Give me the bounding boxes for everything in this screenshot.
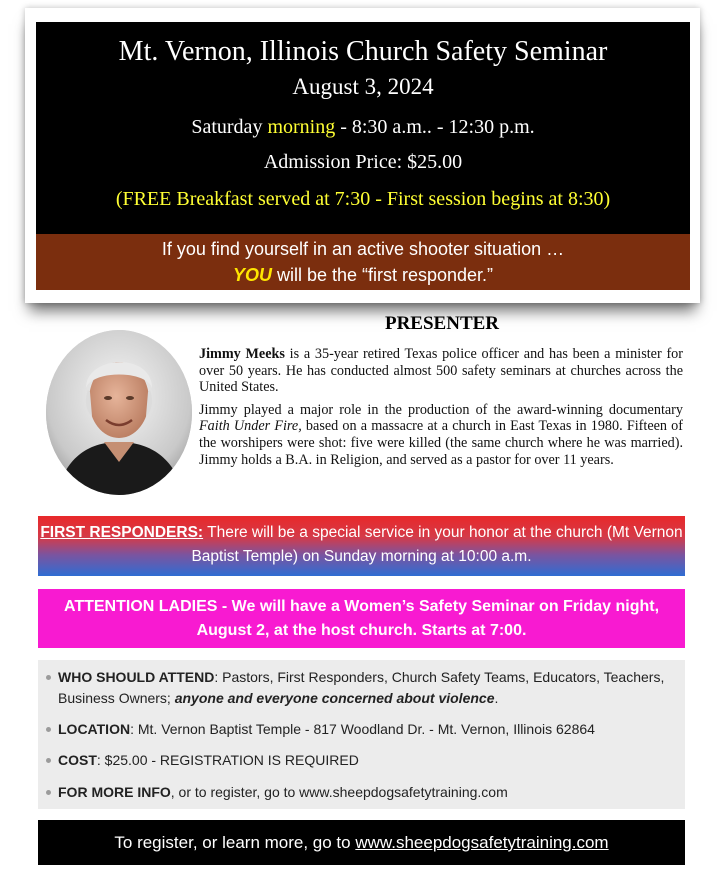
admission-price: Admission Price: $25.00 (263, 151, 463, 173)
info-list (38, 660, 685, 809)
cost-text: : $25.00 - REGISTRATION IS REQUIRED (96, 752, 359, 768)
time-highlight: morning (267, 116, 336, 138)
who-label: WHO SHOULD ATTEND (58, 669, 215, 685)
first-responders-label: FIRST RESPONDERS: (40, 524, 204, 541)
tagline-banner (36, 234, 690, 290)
bio2-before: Jimmy played a major role in the production of the award-winning documentary (199, 401, 683, 418)
bullet-icon (46, 727, 51, 732)
location-text: : Mt. Vernon Baptist Temple - 817 Woodland Dr. - Mt. Vernon, Illinois 62864 (130, 721, 595, 737)
info-more (58, 782, 678, 803)
seminar-date: August 3, 2024 (292, 74, 434, 99)
seminar-time (36, 116, 690, 139)
bullet-icon (46, 675, 51, 680)
who-end: . (494, 690, 499, 706)
documentary-title: Faith Under Fire, (199, 418, 302, 435)
ladies-banner: ATTENTION LADIES - We will have a Women’s Safety Seminar on Friday night, August 2, at the host church. Starts at 7:00. (38, 589, 685, 648)
bio-paragraph-1 (199, 346, 683, 396)
presenter-bio (199, 346, 683, 474)
who-emphasis: anyone and everyone concerned about violence (174, 690, 495, 706)
bio2-after: based on a massacre at a church in East Texas in 1980. Fifteen of the worshipers were shot: five were killed (the same church where he was married). Jimmy holds a B.A. in Religion, and served as a pastor for over 11 years. (199, 418, 684, 468)
footer-banner (38, 820, 685, 865)
time-prefix: Saturday (191, 116, 263, 138)
free-breakfast-note: (FREE Breakfast served at 7:30 - First session begins at 8:30) (115, 188, 611, 210)
presenter-heading: PRESENTER (384, 313, 500, 334)
info-location (58, 719, 678, 740)
footer-text: To register, or learn more, go to (114, 833, 356, 852)
tagline-line2 (36, 262, 690, 288)
tagline-you: YOU (232, 265, 272, 285)
header-banner (36, 22, 690, 234)
bio-paragraph-2 (199, 402, 683, 468)
tagline-rest: will be the “first responder.” (271, 265, 494, 285)
header-card (25, 8, 700, 303)
register-link[interactable]: www.sheepdogsafetytraining.com (355, 833, 609, 852)
time-suffix: - 8:30 a.m.. - 12:30 p.m. (340, 116, 535, 138)
bullet-icon (46, 758, 51, 763)
bio1-text: is a 35-year retired Texas police officer and has been a minister for over 50 years. He has conducted almost 500 safety seminars at churches across the United States. (199, 346, 683, 396)
more-text: , or to register, go to www.sheepdogsafetytraining.com (170, 784, 508, 800)
who-text: : Pastors, First Responders, Church Safety Teams, Educators, Teachers, Business Owners; (58, 669, 665, 706)
first-responders-banner (38, 516, 685, 576)
presenter-name: Jimmy Meeks (199, 346, 285, 362)
info-cost (58, 750, 678, 771)
location-label: LOCATION (58, 721, 131, 737)
first-responders-text: There will be a special service in your honor at the church (Mt Vernon Baptist Temple) on Sunday morning at 10:00 a.m. (191, 524, 683, 565)
info-who-should-attend (58, 667, 678, 709)
presenter-portrait-icon (46, 330, 192, 495)
cost-label: COST (58, 752, 97, 768)
tagline-line1: If you find yourself in an active shooter situation … (161, 239, 565, 259)
presenter-photo (46, 330, 192, 495)
bullet-icon (46, 790, 51, 795)
more-label: FOR MORE INFO (58, 784, 171, 800)
seminar-title: Mt. Vernon, Illinois Church Safety Seminar (118, 36, 608, 67)
